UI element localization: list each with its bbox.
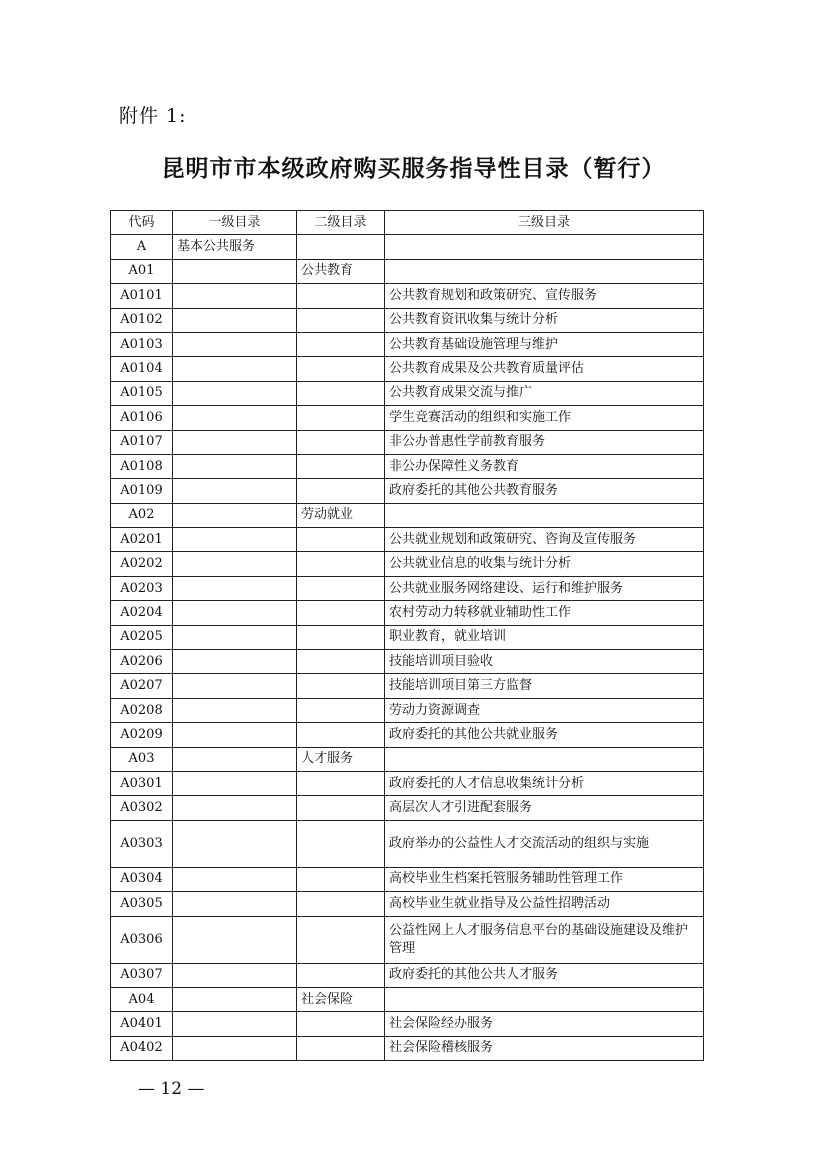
table-row [111,284,704,308]
page-number: — 12 — [138,1079,205,1099]
cell-level1 [173,771,297,795]
table-row [111,259,704,283]
cell-level1 [173,963,297,987]
cell-code: A0205 [111,625,173,649]
cell-level3: 非公办普惠性学前教育服务 [385,430,704,454]
table-row [111,1012,704,1036]
table-row [111,650,704,674]
table-row [111,698,704,722]
cell-level1: 基本公共服务 [173,235,297,259]
cell-level1 [173,747,297,771]
cell-code: A0207 [111,674,173,698]
cell-code: A [111,235,173,259]
cell-level1 [173,308,297,332]
cell-level3 [385,235,704,259]
cell-level3: 政府举办的公益性人才交流活动的组织与实施 [385,820,704,867]
cell-level1 [173,987,297,1011]
cell-code: A0204 [111,601,173,625]
cell-code: A0305 [111,892,173,916]
table-row [111,406,704,430]
cell-level1 [173,552,297,576]
table-row [111,552,704,576]
table-row [111,430,704,454]
cell-level3: 公共教育成果交流与推广 [385,381,704,405]
cell-level2 [297,528,385,552]
cell-level1 [173,916,297,963]
cell-level1 [173,698,297,722]
cell-level2 [297,284,385,308]
cell-level3: 公益性网上人才服务信息平台的基础设施建设及维护管理 [385,916,704,963]
cell-code: A0102 [111,308,173,332]
cell-level1 [173,625,297,649]
cell-level1 [173,259,297,283]
cell-level3: 高层次人才引进配套服务 [385,796,704,820]
cell-level1 [173,867,297,891]
cell-level2 [297,1012,385,1036]
cell-level2 [297,723,385,747]
header-level3: 三级目录 [385,211,704,235]
table-row [111,308,704,332]
cell-level2: 人才服务 [297,747,385,771]
cell-code: A0203 [111,576,173,600]
cell-code: A0107 [111,430,173,454]
cell-level2 [297,381,385,405]
cell-code: A0104 [111,357,173,381]
cell-code: A0304 [111,867,173,891]
cell-level1 [173,723,297,747]
cell-level1 [173,820,297,867]
cell-level3: 公共就业信息的收集与统计分析 [385,552,704,576]
cell-level2 [297,892,385,916]
cell-level1 [173,332,297,356]
table-row [111,723,704,747]
cell-level3: 公共就业规划和政策研究、咨询及宣传服务 [385,528,704,552]
cell-level2: 劳动就业 [297,503,385,527]
cell-level3: 劳动力资源调查 [385,698,704,722]
catalog-table [110,210,704,1061]
cell-level2 [297,867,385,891]
cell-code: A0109 [111,479,173,503]
cell-level2 [297,430,385,454]
cell-level1 [173,796,297,820]
cell-level2 [297,698,385,722]
cell-code: A0306 [111,916,173,963]
cell-code: A0101 [111,284,173,308]
cell-level2 [297,308,385,332]
cell-level2 [297,674,385,698]
cell-code: A0301 [111,771,173,795]
table-row [111,747,704,771]
catalog-table-body [111,211,704,1061]
cell-level1 [173,650,297,674]
cell-level2 [297,576,385,600]
cell-level1 [173,601,297,625]
cell-level2 [297,357,385,381]
cell-code: A0106 [111,406,173,430]
cell-level2 [297,552,385,576]
attachment-label: 附件 1: [119,105,187,127]
table-row [111,1036,704,1060]
table-row [111,867,704,891]
cell-level2 [297,796,385,820]
table-row [111,576,704,600]
cell-level3: 学生竞赛活动的组织和实施工作 [385,406,704,430]
cell-level2 [297,454,385,478]
cell-level1 [173,1036,297,1060]
cell-level1 [173,892,297,916]
table-row [111,235,704,259]
cell-code: A0402 [111,1036,173,1060]
cell-level3: 公共教育基础设施管理与维护 [385,332,704,356]
cell-level1 [173,479,297,503]
table-row [111,674,704,698]
cell-level2: 社会保险 [297,987,385,1011]
table-row [111,454,704,478]
cell-level2 [297,963,385,987]
cell-code: A0201 [111,528,173,552]
cell-code: A03 [111,747,173,771]
table-row [111,796,704,820]
cell-level3 [385,259,704,283]
cell-level1 [173,503,297,527]
table-row [111,601,704,625]
cell-level3: 技能培训项目验收 [385,650,704,674]
page-title: 昆明市市本级政府购买服务指导性目录（暂行） [161,156,666,182]
cell-level1 [173,381,297,405]
cell-level1 [173,674,297,698]
cell-level3 [385,747,704,771]
table-row [111,916,704,963]
cell-level2 [297,625,385,649]
cell-level2 [297,406,385,430]
cell-level3: 公共就业服务网络建设、运行和维护服务 [385,576,704,600]
table-row [111,503,704,527]
cell-level3: 公共教育资讯收集与统计分析 [385,308,704,332]
cell-level3: 公共教育规划和政策研究、宣传服务 [385,284,704,308]
cell-level3: 农村劳动力转移就业辅助性工作 [385,601,704,625]
cell-level2 [297,820,385,867]
cell-level1 [173,357,297,381]
cell-code: A0307 [111,963,173,987]
cell-level3: 政府委托的人才信息收集统计分析 [385,771,704,795]
cell-level3: 政府委托的其他公共就业服务 [385,723,704,747]
cell-code: A02 [111,503,173,527]
table-row [111,892,704,916]
cell-code: A0302 [111,796,173,820]
cell-level3: 高校毕业生就业指导及公益性招聘活动 [385,892,704,916]
cell-code: A01 [111,259,173,283]
header-code: 代码 [111,211,173,235]
cell-code: A0401 [111,1012,173,1036]
table-row [111,771,704,795]
cell-code: A0206 [111,650,173,674]
cell-code: A0208 [111,698,173,722]
cell-level2 [297,235,385,259]
cell-level1 [173,284,297,308]
cell-level1 [173,406,297,430]
table-row [111,332,704,356]
header-level1: 一级目录 [173,211,297,235]
cell-level3: 公共教育成果及公共教育质量评估 [385,357,704,381]
table-row [111,820,704,867]
cell-code: A04 [111,987,173,1011]
cell-code: A0202 [111,552,173,576]
cell-level3 [385,987,704,1011]
cell-level2 [297,332,385,356]
cell-level3: 高校毕业生档案托管服务辅助性管理工作 [385,867,704,891]
cell-level2 [297,479,385,503]
cell-level2 [297,650,385,674]
cell-level2 [297,771,385,795]
cell-level1 [173,454,297,478]
cell-level3: 社会保险经办服务 [385,1012,704,1036]
cell-level3: 政府委托的其他公共教育服务 [385,479,704,503]
table-row [111,381,704,405]
cell-level3: 社会保险稽核服务 [385,1036,704,1060]
cell-level1 [173,576,297,600]
table-row [111,357,704,381]
header-level2: 二级目录 [297,211,385,235]
table-header-row [111,211,704,235]
cell-level2 [297,1036,385,1060]
cell-code: A0105 [111,381,173,405]
cell-level3: 技能培训项目第三方监督 [385,674,704,698]
cell-code: A0108 [111,454,173,478]
cell-level2 [297,916,385,963]
cell-code: A0103 [111,332,173,356]
cell-level2 [297,601,385,625]
cell-level1 [173,430,297,454]
table-row [111,625,704,649]
cell-level1 [173,1012,297,1036]
cell-level1 [173,528,297,552]
cell-level2: 公共教育 [297,259,385,283]
cell-level3: 职业教育，就业培训 [385,625,704,649]
table-row [111,528,704,552]
cell-level3: 非公办保障性义务教育 [385,454,704,478]
cell-code: A0209 [111,723,173,747]
table-row [111,479,704,503]
table-row [111,987,704,1011]
cell-code: A0303 [111,820,173,867]
cell-level3 [385,503,704,527]
cell-level3: 政府委托的其他公共人才服务 [385,963,704,987]
table-row [111,963,704,987]
